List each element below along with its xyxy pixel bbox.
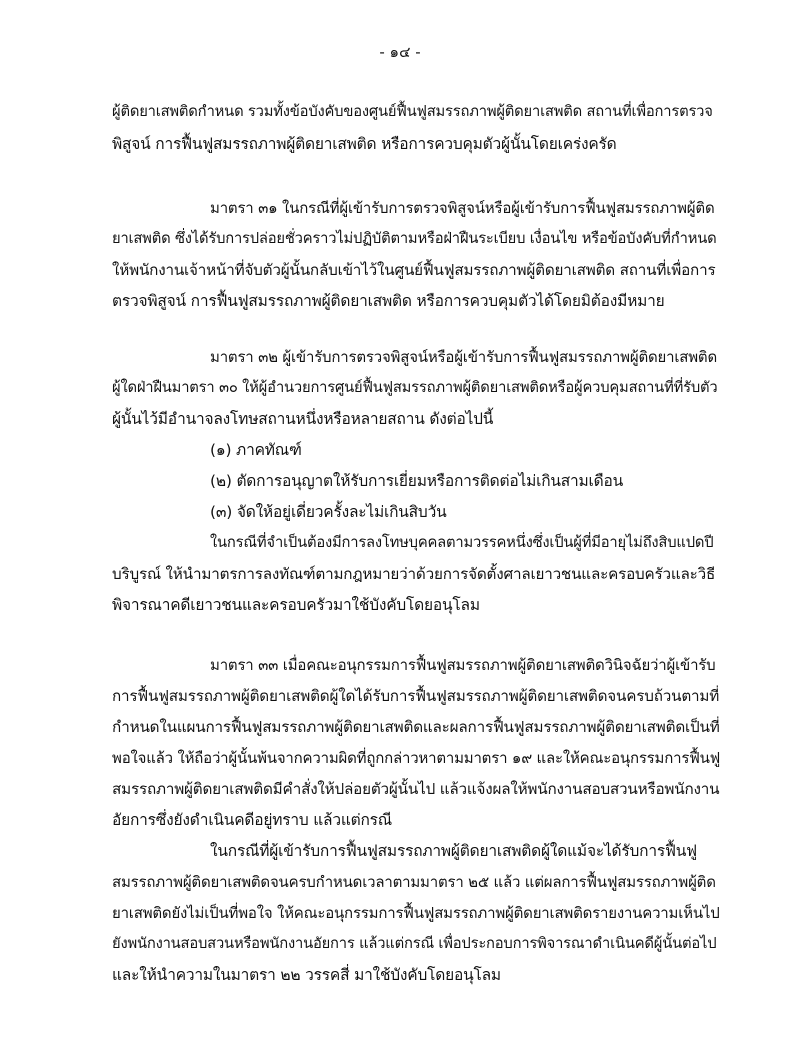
text-line: ยาเสพติด ซึ่งได้รับการปล่อยชั่วคราวไม่ปฏิบัติตามหรือฝ่าฝืนระเบียบ เงื่อนไข หรือข้อบังคับที่กำหนด	[112, 230, 717, 247]
text-line: ยังพนักงานสอบสวนหรือพนักงานอัยการ แล้วแต่กรณี เพื่อประกอบการพิจารณาดำเนินคดีผู้นั้นต่อไป	[112, 935, 717, 952]
text-line: บริบูรณ์ ให้นำมาตรการลงทัณฑ์ตามกฎหมายว่าด้วยการจัดตั้งศาลเยาวชนและครอบครัวและวิธี	[112, 565, 716, 583]
text-line: และให้นำความในมาตรา ๒๒ วรรคสี่ มาใช้บังคับโดยอนุโลม	[112, 966, 501, 984]
section-32-heading-line: มาตรา ๓๒ ผู้เข้ารับการตรวจพิสูจน์หรือผู้เข้ารับการฟื้นฟูสมรรถภาพผู้ติดยาเสพติด	[210, 348, 717, 366]
text-line: การฟื้นฟูสมรรถภาพผู้ติดยาเสพติดผู้ใดได้รับการฟื้นฟูสมรรถภาพผู้ติดยาเสพติดจนครบถ้วนตามที่	[112, 687, 720, 705]
text-line: ผู้ใดฝ่าฝืนมาตรา ๓๐ ให้ผู้อำนวยการศูนย์ฟื้นฟูสมรรถภาพผู้ติดยาเสพติดหรือผู้ควบคุมสถานที่ที่รับตัว	[112, 379, 718, 396]
text-line: กำหนดในแผนการฟื้นฟูสมรรถภาพผู้ติดยาเสพติดและผลการฟื้นฟูสมรรถภาพผู้ติดยาเสพติดเป็นที่	[112, 718, 720, 736]
text-line: พิสูจน์ การฟื้นฟูสมรรถภาพผู้ติดยาเสพติด หรือการควบคุมตัวผู้นั้นโดยเคร่งครัด	[112, 135, 617, 153]
section-33-heading-line: มาตรา ๓๓ เมื่อคณะอนุกรรมการฟื้นฟูสมรรถภาพผู้ติดยาเสพติดวินิจฉัยว่าผู้เข้ารับ	[210, 656, 716, 674]
text-line: พอใจแล้ว ให้ถือว่าผู้นั้นพ้นจากความผิดที่ถูกกล่าวหาตามมาตรา ๑๙ และให้คณะอนุกรรมการฟื้นฟู	[112, 749, 721, 767]
page-number: - ๑๔ -	[379, 43, 421, 61]
list-item: (๒) ตัดการอนุญาตให้รับการเยี่ยมหรือการติดต่อไม่เกินสามเดือน	[210, 472, 624, 490]
section-31-heading-line: มาตรา ๓๑ ในกรณีที่ผู้เข้ารับการตรวจพิสูจน์หรือผู้เข้ารับการฟื้นฟูสมรรถภาพผู้ติด	[210, 199, 715, 217]
text-line: ยาเสพติดยังไม่เป็นที่พอใจ ให้คณะอนุกรรมการฟื้นฟูสมรรถภาพผู้ติดยาเสพติดรายงานความเห็นไป	[112, 904, 720, 922]
paragraph-start-line: ในกรณีที่จำเป็นต้องมีการลงโทษบุคคลตามวรรคหนึ่งซึ่งเป็นผู้ที่มีอายุไม่ถึงสิบแปดปี	[210, 534, 714, 551]
text-line: ผู้นั้นไว้มีอำนาจลงโทษสถานหนึ่งหรือหลายสถาน ดังต่อไปนี้	[112, 410, 494, 428]
text-line: พิจารณาคดีเยาวชนและครอบครัวมาใช้บังคับโดยอนุโลม	[112, 596, 480, 614]
text-line: อัยการซึ่งยังดำเนินคดีอยู่ทราบ แล้วแต่กรณี	[112, 811, 392, 829]
text-line: ให้พนักงานเจ้าหน้าที่จับตัวผู้นั้นกลับเข้าไว้ในศูนย์ฟื้นฟูสมรรถภาพผู้ติดยาเสพติด สถานที่เพื่อการ	[112, 261, 716, 279]
list-item: (๑) ภาคทัณฑ์	[210, 441, 302, 459]
text-line: สมรรถภาพผู้ติดยาเสพติดมีคำสั่งให้ปล่อยตัวผู้นั้นไป แล้วแจ้งผลให้พนักงานสอบสวนหรือพนักงาน	[112, 780, 720, 798]
text-line: สมรรถภาพผู้ติดยาเสพติดจนครบกำหนดเวลาตามมาตรา ๒๕ แล้ว แต่ผลการฟื้นฟูสมรรถภาพผู้ติด	[112, 873, 716, 891]
list-item: (๓) จัดให้อยู่เดี่ยวครั้งละไม่เกินสิบวัน	[210, 503, 447, 521]
text-line: ผู้ติดยาเสพติดกำหนด รวมทั้งข้อบังคับของศูนย์ฟื้นฟูสมรรถภาพผู้ติดยาเสพติด สถานที่เพื่อการตรวจ	[112, 103, 713, 120]
text-line: ตรวจพิสูจน์ การฟื้นฟูสมรรถภาพผู้ติดยาเสพติด หรือการควบคุมตัวได้โดยมิต้องมีหมาย	[112, 292, 665, 310]
paragraph-start-line: ในกรณีที่ผู้เข้ารับการฟื้นฟูสมรรถภาพผู้ติดยาเสพติดผู้ใดแม้จะได้รับการฟื้นฟู	[210, 842, 697, 860]
